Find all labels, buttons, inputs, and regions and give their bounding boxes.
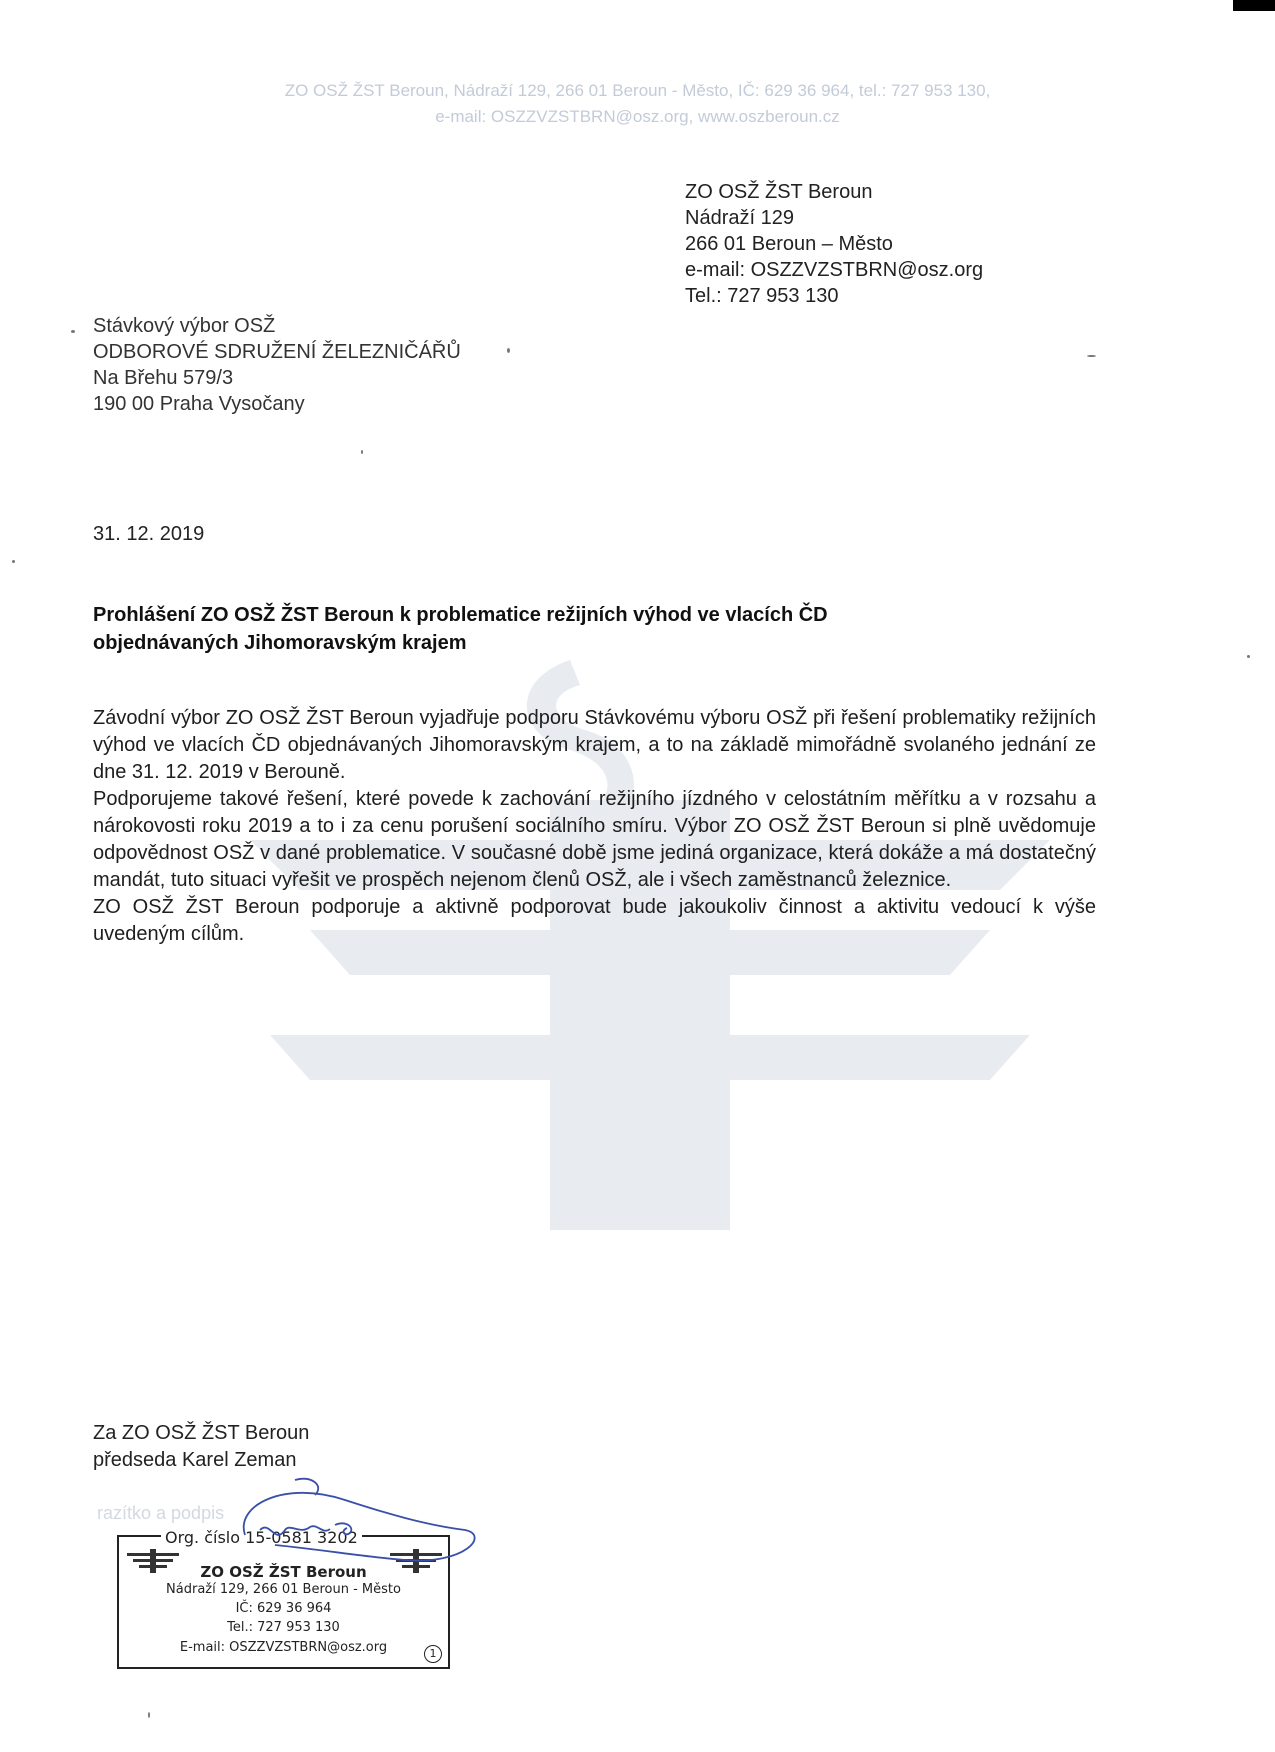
stamp-email: E-mail: OSZZVZSTBRN@osz.org bbox=[179, 1640, 388, 1655]
closing-line-1: Za ZO OSŽ ŽST Beroun bbox=[93, 1422, 310, 1444]
scan-speck bbox=[12, 560, 15, 563]
scan-corner-mark bbox=[1233, 0, 1275, 11]
sender-street: Nádraží 129 bbox=[685, 207, 794, 229]
stamp-number: 1 bbox=[424, 1645, 442, 1663]
stamp-address: Nádraží 129, 266 01 Beroun - Město bbox=[166, 1582, 401, 1597]
letter-subject bbox=[93, 601, 993, 657]
scan-speck bbox=[507, 348, 510, 353]
recipient-line-2: ODBOROVÉ SDRUŽENÍ ŽELEZNIČÁŘŮ bbox=[93, 341, 461, 363]
recipient-address bbox=[93, 313, 461, 417]
sender-address bbox=[685, 179, 983, 309]
stamp-org-number: Org. číslo 15-0581 3202 bbox=[161, 1528, 362, 1547]
body-paragraph-3: ZO OSŽ ŽST Beroun podporuje a aktivně podporovat bude jakoukoliv činnost a aktivitu vedoucí k výše uvedeným cílům. bbox=[93, 896, 1096, 945]
signature-icon bbox=[215, 1465, 485, 1575]
subject-line-1: Prohlášení ZO OSŽ ŽST Beroun k problematice režijních výhod ve vlacích ČD bbox=[93, 604, 828, 626]
subject-line-2: objednávaných Jihomoravským krajem bbox=[93, 632, 467, 654]
recipient-line-4: 190 00 Praha Vysočany bbox=[93, 393, 305, 415]
stamp-ico: IČ: 629 36 964 bbox=[235, 1601, 332, 1616]
scan-speck bbox=[1247, 655, 1250, 658]
letterhead-line-2: e-mail: OSZZVZSTBRN@osz.org, www.oszberoun.cz bbox=[435, 107, 840, 126]
body-paragraph-1: Závodní výbor ZO OSŽ ŽST Beroun vyjadřuje podporu Stávkovému výboru OSŽ při řešení problematiky režijních výhod ve vlacích ČD objednávaných Jihomoravským krajem, a to na základě mimořádně svolaného jednání ze dne 31. 12. 2019 v Berouně. bbox=[93, 707, 1096, 783]
scan-speck bbox=[361, 450, 363, 454]
closing-line-2: předseda Karel Zeman bbox=[93, 1449, 297, 1471]
letter-body bbox=[93, 705, 1096, 948]
letter-date: 31. 12. 2019 bbox=[93, 523, 205, 545]
stamp-tel: Tel.: 727 953 130 bbox=[227, 1620, 340, 1635]
body-paragraph-2: Podporujeme takové řešení, které povede k zachování režijního jízdného v celostátním měřítku a v rozsahu a nárokovosti roku 2019 a to i za cenu porušení sociálního smíru. Výbor ZO OSŽ ŽST Beroun si plně uvědomuje odpovědnost OSŽ v dané problematice. V současné době jsme jediná organizace, která dokáže a má dostatečný mandát, tuto situaci vyřešit ve prospěch nejenom členů OSŽ, ale i všech zaměstnanců železnice. bbox=[93, 788, 1096, 891]
letterhead-line-1: ZO OSŽ ŽST Beroun, Nádraží 129, 266 01 Beroun - Město, IČ: 629 36 964, tel.: 727 953 130, bbox=[284, 81, 991, 100]
recipient-line-1: Stávkový výbor OSŽ bbox=[93, 315, 276, 337]
sender-city: 266 01 Beroun – Město bbox=[685, 233, 893, 255]
scan-speck bbox=[71, 330, 75, 333]
scan-speck bbox=[1087, 355, 1096, 357]
scan-speck bbox=[148, 1712, 150, 1718]
sender-email: e-mail: OSZZVZSTBRN@osz.org bbox=[685, 259, 984, 281]
sender-phone: Tel.: 727 953 130 bbox=[685, 285, 839, 307]
stamp-name: ZO OSŽ ŽST Beroun bbox=[200, 1563, 367, 1581]
recipient-line-3: Na Břehu 579/3 bbox=[93, 367, 234, 389]
stamp-hint: razítko a podpis bbox=[97, 1503, 225, 1523]
letterhead bbox=[0, 78, 1275, 130]
sender-name: ZO OSŽ ŽST Beroun bbox=[685, 181, 873, 203]
